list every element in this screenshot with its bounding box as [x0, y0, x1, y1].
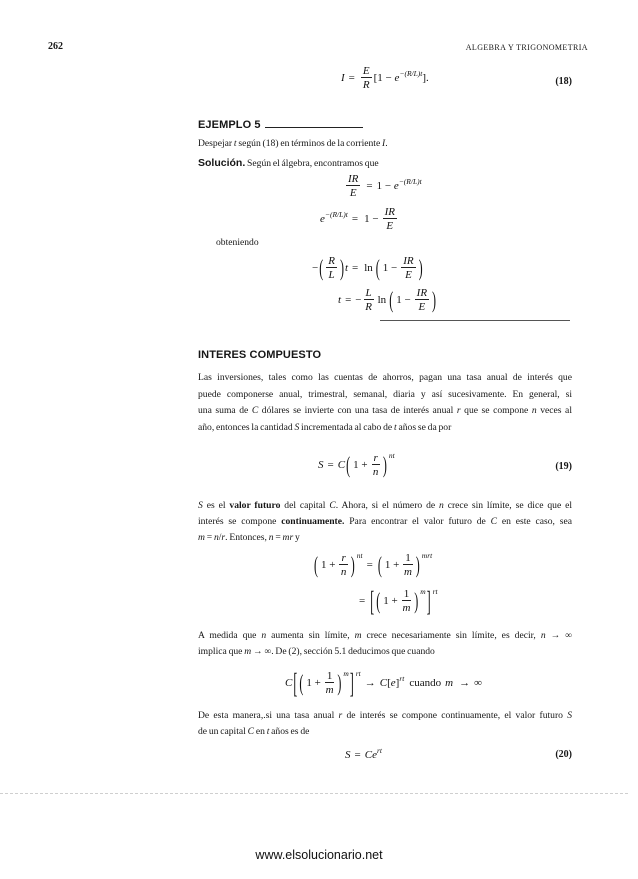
text-run: crece necesariamente sin límite, es decir, — [361, 630, 541, 641]
equals-sign: = — [345, 294, 352, 306]
right-paren: ) — [414, 587, 419, 615]
exponent: nt — [356, 551, 363, 560]
left-paren: ( — [377, 551, 382, 579]
equals-sign: = — [354, 749, 361, 761]
paragraph-1-line-1 — [198, 370, 572, 386]
fraction — [361, 65, 372, 91]
text-run: implica que — [198, 646, 245, 657]
constant-term: 1 − — [382, 262, 398, 274]
example-title: EJEMPLO 5 — [198, 119, 261, 131]
fraction — [325, 670, 335, 696]
equals-sign: = — [327, 459, 334, 471]
constant-term: 1 − — [364, 213, 379, 225]
example-title-rule — [265, 127, 363, 128]
exponent: m — [343, 669, 349, 678]
text-run: una suma de — [198, 405, 252, 416]
exp-base: e — [372, 749, 377, 761]
solution-step-3 — [312, 253, 424, 283]
exponent: rt — [376, 746, 382, 755]
fraction-numerator: 1 — [403, 588, 410, 600]
text-run: = — [204, 532, 214, 543]
paragraph-3-line-1 — [198, 628, 572, 644]
capital-variable: C — [379, 677, 388, 689]
fraction-denominator: m — [402, 602, 411, 614]
constant-term: 1 + — [306, 677, 321, 689]
math-variable: n — [213, 532, 219, 543]
fraction — [415, 287, 429, 313]
left-paren: ( — [299, 669, 304, 697]
exponential-term — [320, 210, 348, 225]
text-run: del capital — [280, 500, 330, 511]
exponential-term — [373, 69, 429, 84]
fraction-numerator: L — [365, 287, 372, 299]
fraction-numerator: IR — [348, 173, 359, 185]
text-run: de interés se compone continuamente, el valor futuro — [342, 710, 568, 721]
fraction — [402, 588, 412, 614]
equals-sign: = — [359, 595, 366, 607]
paragraph-4-line-2 — [198, 724, 572, 740]
math-variable: C — [251, 405, 259, 416]
scan-edge-line — [0, 793, 628, 794]
math-variable: S — [294, 421, 300, 433]
equals-sign: = — [351, 213, 359, 225]
text-run: crece sin límite, se dice que el — [443, 500, 573, 511]
text-run: Para encontrar el valor futuro de — [344, 516, 491, 527]
math-variable: r — [338, 710, 343, 721]
fraction-numerator: E — [362, 65, 370, 77]
constant-term: 1 + — [383, 595, 398, 607]
fraction-denominator: n — [372, 466, 379, 478]
exp-base: e — [393, 180, 399, 192]
math-variable: t — [233, 138, 237, 149]
text-run: es el — [202, 500, 230, 511]
paragraph-1-line-2 — [198, 387, 572, 403]
left-paren: ( — [389, 286, 394, 314]
exponent: −(R/L)t — [399, 69, 423, 78]
fraction — [364, 287, 374, 313]
capital-variable: C — [337, 459, 346, 471]
right-paren: ) — [418, 254, 423, 282]
fraction — [326, 255, 337, 281]
fraction-numerator: IR — [416, 287, 428, 299]
text-run: puede componerse anual, trimestral, semanal, diaria y así sucesivamente. En general, si — [198, 388, 572, 400]
bracket-open: [1 − — [373, 72, 392, 84]
math-variable: C — [329, 500, 336, 511]
left-paren: ( — [375, 254, 380, 282]
fraction-denominator: R — [362, 79, 370, 91]
euler-constant: e — [390, 677, 396, 689]
bracket-close: ]. — [422, 72, 429, 84]
equation-20 — [345, 740, 382, 770]
math-variable: C — [490, 516, 498, 527]
continuous-compound-term — [364, 746, 382, 761]
constant-term: 1 + — [321, 559, 336, 571]
arrow: → — [459, 677, 471, 689]
exponent: −(R/L)t — [324, 210, 348, 219]
exp-base: e — [320, 213, 325, 225]
text-run: A medida que — [198, 630, 262, 641]
fraction-numerator: r — [341, 552, 346, 564]
text-run: / — [218, 532, 222, 543]
fraction-denominator: R — [365, 301, 372, 313]
math-variable: C — [247, 726, 255, 737]
text-run: . — [385, 138, 388, 149]
right-bracket: ] — [426, 584, 431, 618]
equation-number: (18) — [555, 76, 572, 87]
future-value-variable: S — [318, 459, 324, 471]
text-run: interés se compone — [198, 516, 282, 527]
capital-variable: C — [364, 749, 373, 761]
fraction-numerator: 1 — [405, 552, 411, 564]
paragraph-2-line-3 — [198, 530, 572, 546]
m-variable: m — [445, 677, 454, 689]
math-variable: r — [456, 405, 461, 416]
end-of-example-rule — [380, 320, 570, 321]
right-bracket: ] — [395, 677, 400, 689]
fraction — [403, 552, 413, 578]
text-run: dólares se invierte con una tasa de interés anual — [258, 405, 457, 416]
text-run: y — [293, 532, 300, 543]
text-run: veces al — [536, 405, 572, 416]
limit-expression — [285, 668, 482, 698]
equals-sign: = — [366, 180, 373, 192]
left-paren: ( — [376, 587, 381, 615]
text-run: De esta manera,.si una tasa anual — [198, 710, 339, 721]
right-paren: ) — [415, 551, 420, 579]
constant-term: 1 + — [384, 559, 400, 571]
ln-operator: ln — [377, 294, 387, 306]
solution-step-1 — [344, 171, 422, 201]
equals-sign: = — [366, 559, 373, 571]
arrow: → — [364, 677, 376, 689]
text-run: = — [273, 532, 283, 543]
fraction — [339, 552, 347, 578]
paragraph-2-line-1 — [198, 498, 572, 514]
equals-sign: = — [348, 72, 355, 84]
text-run: en — [254, 726, 267, 737]
exponent: −(R/L)t — [398, 177, 422, 186]
text-run: . Entonces, — [225, 532, 269, 543]
fraction — [383, 206, 397, 232]
math-variable: S — [198, 500, 203, 511]
math-variable: m — [198, 532, 205, 543]
bold-term: continuamente. — [281, 516, 345, 527]
equation-19 — [318, 450, 395, 480]
infinity-symbol: ∞ — [474, 677, 482, 689]
solution-step-4 — [338, 285, 437, 315]
condition-word: cuando — [409, 677, 442, 689]
connector-word: obteniendo — [216, 237, 259, 248]
minus-sign: − — [355, 294, 362, 306]
text-run: en este caso, sea — [497, 516, 572, 527]
left-bracket: [ — [387, 677, 391, 689]
run-in-heading: Solución. — [198, 157, 246, 169]
compound-derivation-2 — [355, 586, 438, 616]
text-run: Las inversiones, tales como las cuentas de ahorros, pagan una tasa anual de interés que — [198, 372, 572, 383]
right-paren: ) — [339, 254, 344, 282]
fraction-denominator: L — [328, 269, 335, 281]
math-variable: n — [540, 630, 546, 641]
text-run: que se compone — [460, 405, 532, 416]
math-variable: r — [221, 532, 226, 543]
capital-variable: C — [285, 677, 293, 689]
page-number: 262 — [48, 41, 63, 52]
right-paren: ) — [432, 286, 437, 314]
math-variable: n — [531, 405, 537, 416]
text-run: años es de — [269, 726, 310, 737]
math-variable: m — [244, 646, 252, 657]
equation-number: (20) — [555, 749, 572, 760]
text-run: Según el álgebra, encontramos que — [245, 158, 379, 169]
future-value-variable: S — [345, 749, 351, 761]
equation-number: (19) — [555, 461, 572, 472]
equals-sign: = — [352, 262, 359, 274]
math-variable: t — [394, 421, 397, 433]
current-variable: I — [341, 72, 345, 84]
equation-18 — [341, 63, 429, 93]
right-bracket: ] — [349, 666, 354, 700]
exp-base: e — [394, 72, 400, 84]
exponent: rt — [432, 587, 438, 596]
paragraph-3-line-2 — [198, 644, 572, 660]
math-variable: t — [266, 726, 270, 737]
left-bracket: [ — [370, 584, 375, 618]
math-variable: n — [439, 500, 444, 511]
constant-term: 1 + — [353, 459, 368, 471]
math-variable: m — [354, 630, 362, 641]
paragraph-1-line-3 — [198, 403, 572, 419]
math-variable: I — [382, 138, 386, 149]
minus-sign: − — [312, 262, 319, 274]
footer — [0, 848, 638, 862]
fraction-denominator: E — [418, 301, 426, 313]
text-run: Despejar — [198, 138, 234, 149]
text-run: según (18) en términos de la corriente — [236, 138, 383, 149]
math-variable: n — [261, 630, 267, 641]
example-statement — [198, 136, 572, 152]
fraction — [401, 255, 415, 281]
left-paren: ( — [314, 551, 318, 579]
fraction — [372, 452, 380, 478]
solution-intro — [198, 156, 572, 172]
math-variable: n — [268, 532, 274, 543]
time-variable: t — [344, 262, 349, 274]
bold-term: valor futuro — [229, 500, 281, 511]
ln-operator: ln — [364, 262, 373, 274]
section-heading: INTERES COMPUESTO — [198, 349, 322, 361]
text-run: aumenta sin límite, — [266, 630, 355, 641]
fraction-numerator: IR — [403, 255, 414, 267]
left-paren: ( — [319, 254, 324, 282]
fraction-denominator: n — [340, 566, 347, 578]
limit-result — [379, 674, 405, 689]
exponent: rt — [355, 669, 361, 678]
exponent: rt — [399, 674, 405, 683]
fraction-numerator: IR — [384, 206, 395, 218]
fraction-numerator: r — [373, 452, 378, 464]
right-paren: ) — [350, 551, 355, 579]
right-paren: ) — [382, 451, 387, 479]
text-run: de un capital — [198, 726, 248, 737]
exponent: mrt — [421, 551, 433, 560]
exponent: m — [420, 587, 426, 596]
text-run: . Ahora, si el número de — [335, 500, 440, 511]
footer-website-link[interactable]: www.elsolucionario.net — [255, 848, 383, 862]
fraction-denominator: E — [386, 220, 394, 232]
running-title: ALGEBRA Y TRIGONOMETRIA — [465, 43, 588, 52]
math-variable: S — [567, 710, 572, 721]
paragraph-2-line-2 — [198, 514, 572, 530]
example-heading — [198, 119, 363, 131]
text-run: año, entonces la cantidad — [198, 421, 295, 433]
math-variable: mr — [282, 532, 294, 543]
time-variable: t — [338, 294, 342, 306]
left-paren: ( — [346, 451, 351, 479]
fraction — [346, 173, 360, 199]
constant-term: 1 − — [396, 294, 411, 306]
paragraph-1-line-4 — [198, 420, 572, 436]
exponential-term — [376, 177, 422, 192]
text-run: incrementada al cabo de — [299, 421, 394, 433]
constant-term: 1 − — [376, 180, 392, 192]
solution-step-2 — [320, 204, 399, 234]
left-bracket: [ — [293, 666, 298, 700]
right-paren: ) — [337, 669, 342, 697]
text-run: años se da por — [396, 421, 452, 433]
fraction-denominator: E — [405, 269, 412, 281]
fraction-numerator: R — [328, 255, 335, 267]
fraction-denominator: E — [349, 187, 357, 199]
exponent: nt — [388, 451, 395, 460]
fraction-denominator: m — [404, 566, 412, 578]
paragraph-4-line-1 — [198, 708, 572, 724]
fraction-denominator: m — [325, 684, 334, 696]
text-run: → ∞ — [545, 630, 572, 641]
compound-derivation-1 — [313, 550, 432, 580]
fraction-numerator: 1 — [326, 670, 333, 682]
text-run: → ∞. De (2), sección 5.1 deducimos que cuando — [251, 646, 435, 657]
